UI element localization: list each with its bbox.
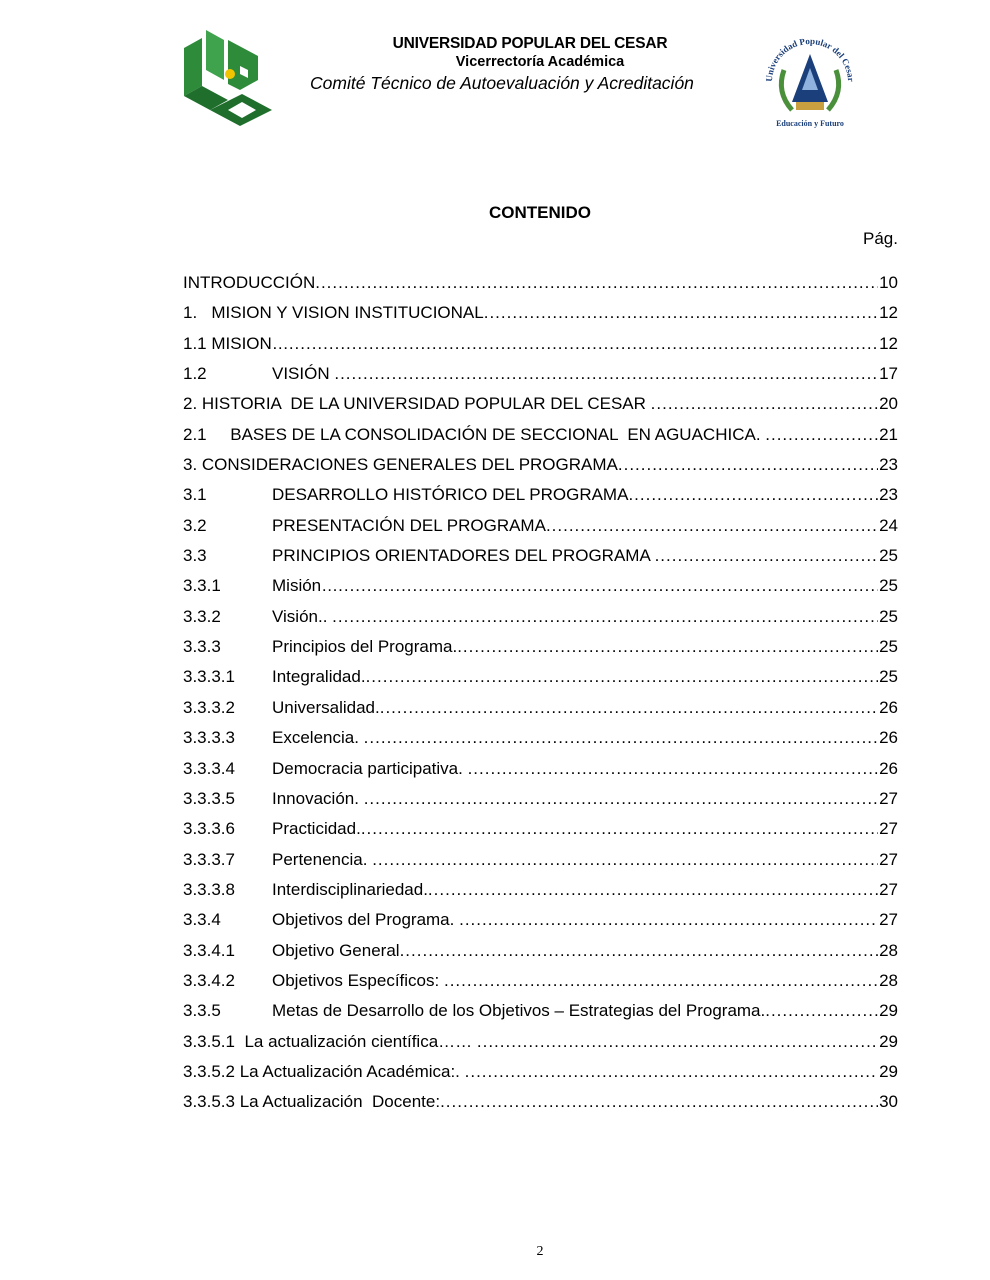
toc-entry-number: 3.3.1 (183, 576, 221, 596)
toc-entry-label: La actualización científica…… (244, 1031, 477, 1051)
toc-entry[interactable] (183, 271, 898, 301)
toc-entry-number: 3.3.3.5 (183, 788, 235, 808)
page-column-heading: Pág. (863, 229, 898, 248)
toc-entry-label: Universalidad. (272, 697, 380, 717)
toc-dot-leader (372, 848, 878, 872)
toc-entry-page: 27 (879, 879, 898, 899)
toc-entry-label: Excelencia. (272, 728, 364, 748)
toc-entry[interactable] (183, 332, 898, 362)
toc-dot-leader (315, 271, 878, 295)
toc-entry-label: La Actualización Académica:. (239, 1061, 465, 1081)
toc-dot-leader (444, 969, 878, 993)
seal-text-bottom: Educación y Futuro (776, 119, 844, 128)
toc-dot-leader (618, 453, 878, 477)
university-seal (758, 30, 862, 134)
toc-dot-leader (546, 514, 878, 538)
toc-entry-page: 24 (879, 515, 898, 535)
toc-entry-page: 27 (879, 849, 898, 869)
toc-dot-leader (334, 362, 878, 386)
toc-entry-page: 21 (879, 424, 898, 444)
toc-entry-page: 12 (879, 303, 898, 323)
toc-dot-leader (338, 574, 878, 598)
toc-entry[interactable] (183, 726, 898, 756)
toc-entry[interactable] (183, 605, 898, 635)
toc-entry-page: 29 (879, 1031, 898, 1051)
toc-entry[interactable] (183, 1030, 898, 1060)
toc-entry-number: 3.3.3.4 (183, 758, 235, 778)
toc-entry-page: 25 (879, 637, 898, 657)
toc-entry[interactable] (183, 878, 898, 908)
toc-entry[interactable] (183, 999, 898, 1029)
toc-entry-label: Visión.. (272, 606, 333, 626)
toc-entry-number: 3.3.5.2 (183, 1061, 240, 1081)
toc-entry-number: 2.1 (183, 424, 231, 444)
toc-entry-page: 25 (879, 606, 898, 626)
toc-entry-label: Objetivos Específicos: (272, 970, 444, 990)
toc-entry-number: 3.3.4.1 (183, 940, 235, 960)
toc-entry[interactable] (183, 665, 898, 695)
toc-entry-page: 23 (879, 455, 898, 475)
toc-entry-page: 25 (879, 576, 898, 596)
toc-dot-leader (428, 878, 878, 902)
toc-entry-page: 17 (879, 364, 898, 384)
toc-entry[interactable] (183, 635, 898, 665)
toc-entry-page: 10 (879, 273, 898, 292)
toc-entry-number: 3.3.4 (183, 910, 221, 930)
toc-entry-label: DESARROLLO HISTÓRICO DEL PROGRAMA (272, 485, 629, 505)
toc-entry-number: 3. (183, 455, 202, 475)
toc-entry-label: Interdisciplinariedad. (272, 879, 428, 899)
toc-dot-leader (468, 757, 879, 781)
toc-entry-page: 12 (879, 333, 898, 353)
toc-entry[interactable] (183, 969, 898, 999)
toc-entry[interactable] (183, 483, 898, 513)
toc-title: CONTENIDO (489, 203, 591, 222)
toc-entry-number: 3.3.5.1 (183, 1031, 245, 1051)
toc-dot-leader (765, 999, 878, 1023)
toc-entry-number: 1.1 (183, 333, 212, 353)
toc-entry-label: MISION Y VISION INSTITUCIONAL (211, 303, 484, 323)
toc-entry-number: 3.3.3.7 (183, 849, 235, 869)
toc-entry-number: 3.3.5 (183, 1001, 221, 1021)
toc-dot-leader (628, 483, 878, 507)
university-name: UNIVERSIDAD POPULAR DEL CESAR (392, 35, 668, 52)
toc-entry-page: 25 (879, 546, 898, 566)
toc-entry[interactable] (183, 514, 898, 544)
toc-entry-number: 3.3.3.1 (183, 667, 235, 687)
toc-dot-leader (380, 696, 878, 720)
toc-entry-label: VISIÓN (272, 364, 335, 384)
toc-entry-number: 3.2 (183, 515, 207, 535)
toc-entry[interactable] (183, 453, 898, 483)
toc-entry-label: Objetivo General (272, 940, 400, 960)
toc-dot-leader (465, 1060, 878, 1084)
toc-entry-page: 28 (879, 970, 898, 990)
toc-dot-leader (477, 1030, 878, 1054)
table-of-contents (183, 271, 898, 1121)
toc-dot-leader (289, 332, 878, 356)
toc-entry-label: Misión… (272, 576, 339, 596)
toc-entry[interactable] (183, 574, 898, 604)
toc-entry[interactable] (183, 696, 898, 726)
toc-entry-label: PRESENTACIÓN DEL PROGRAMA (272, 515, 546, 535)
toc-entry-page: 30 (879, 1092, 898, 1112)
toc-entry-label: Democracia participativa. (272, 758, 468, 778)
toc-dot-leader (400, 939, 879, 963)
toc-entry-page: 20 (879, 394, 898, 414)
toc-entry-number: 3.3.5.3 (183, 1092, 240, 1112)
toc-entry-label: Integralidad. (272, 667, 366, 687)
toc-entry-number: 3.3.3.2 (183, 697, 235, 717)
toc-entry[interactable] (183, 423, 898, 453)
toc-dot-leader (364, 726, 878, 750)
toc-entry[interactable] (183, 1060, 898, 1090)
toc-entry-page: 26 (879, 728, 898, 748)
toc-dot-leader (366, 665, 879, 689)
toc-entry[interactable] (183, 787, 898, 817)
toc-entry[interactable] (183, 908, 898, 938)
toc-entry-label: Innovación. (272, 788, 364, 808)
toc-entry-label: HISTORIA DE LA UNIVERSIDAD POPULAR DEL CESAR (201, 394, 651, 414)
toc-dot-leader (440, 1090, 878, 1114)
toc-entry-page: 29 (879, 1061, 898, 1081)
toc-entry[interactable] (183, 817, 898, 847)
toc-entry-number: 3.3.2 (183, 606, 221, 626)
toc-entry[interactable] (183, 848, 898, 878)
toc-entry[interactable] (183, 757, 898, 787)
toc-entry-label: Objetivos del Programa. (272, 910, 460, 930)
toc-entry[interactable] (183, 392, 898, 422)
toc-entry-label: MISION… (211, 333, 289, 353)
toc-entry[interactable] (183, 362, 898, 392)
toc-entry-number: 3.3 (183, 546, 207, 566)
toc-entry-number: 2. (183, 394, 202, 414)
toc-entry-label: Practicidad. (272, 819, 361, 839)
toc-entry-label: INTRODUCCIÓN (183, 273, 316, 292)
toc-dot-leader (484, 301, 878, 325)
toc-entry-page: 23 (879, 485, 898, 505)
toc-entry-label: CONSIDERACIONES GENERALES DEL PROGRAMA (201, 455, 618, 475)
office-name: Vicerrectoría Académica (455, 54, 625, 70)
toc-entry-page: 29 (879, 1001, 898, 1021)
toc-dot-leader (457, 635, 878, 659)
toc-entry-label: Pertenencia. (272, 849, 373, 869)
toc-entry-label: PRINCIPIOS ORIENTADORES DEL PROGRAMA (272, 546, 655, 566)
toc-dot-leader (364, 787, 878, 811)
toc-entry-number: 3.3.3 (183, 637, 221, 657)
toc-entry-label: La Actualización Docente: (239, 1092, 441, 1112)
toc-entry-page: 28 (879, 940, 898, 960)
toc-dot-leader (332, 605, 878, 629)
toc-entry-page: 27 (879, 910, 898, 930)
page-header (0, 0, 990, 140)
toc-entry-number: 3.3.3.6 (183, 819, 235, 839)
toc-entry-page: 26 (879, 758, 898, 778)
toc-entry-label: Metas de Desarrollo de los Objetivos – Estrategias del Programa. (272, 1001, 766, 1021)
toc-dot-leader (459, 908, 878, 932)
toc-entry-label: Principios del Programa. (272, 637, 458, 657)
toc-entry-number: 3.3.4.2 (183, 970, 235, 990)
toc-entry-number: 1. (183, 303, 212, 323)
toc-entry-page: 27 (879, 819, 898, 839)
toc-dot-leader (361, 817, 878, 841)
toc-entry-page: 25 (879, 667, 898, 687)
toc-dot-leader (655, 544, 879, 568)
toc-entry[interactable] (183, 544, 898, 574)
toc-entry[interactable] (183, 1090, 898, 1120)
toc-entry-number: 3.1 (183, 485, 207, 505)
toc-entry[interactable] (183, 301, 898, 331)
toc-entry-page: 26 (879, 697, 898, 717)
committee-name: Comité Técnico de Autoevaluación y Acreditación (310, 73, 694, 93)
toc-entry-label: BASES DE LA CONSOLIDACIÓN DE SECCIONAL EN AGUACHICA. (230, 424, 766, 444)
toc-entry-page: 27 (879, 788, 898, 808)
toc-dot-leader (765, 423, 878, 447)
seal-text-top: Universidad Popular del Cesar (763, 35, 857, 83)
toc-entry-number: 1.2 (183, 364, 207, 384)
page-number: 2 (536, 1244, 544, 1259)
toc-entry[interactable] (183, 939, 898, 969)
toc-entry-number: 3.3.3.8 (183, 879, 235, 899)
toc-dot-leader (651, 392, 878, 416)
toc-entry-number: 3.3.3.3 (183, 728, 235, 748)
